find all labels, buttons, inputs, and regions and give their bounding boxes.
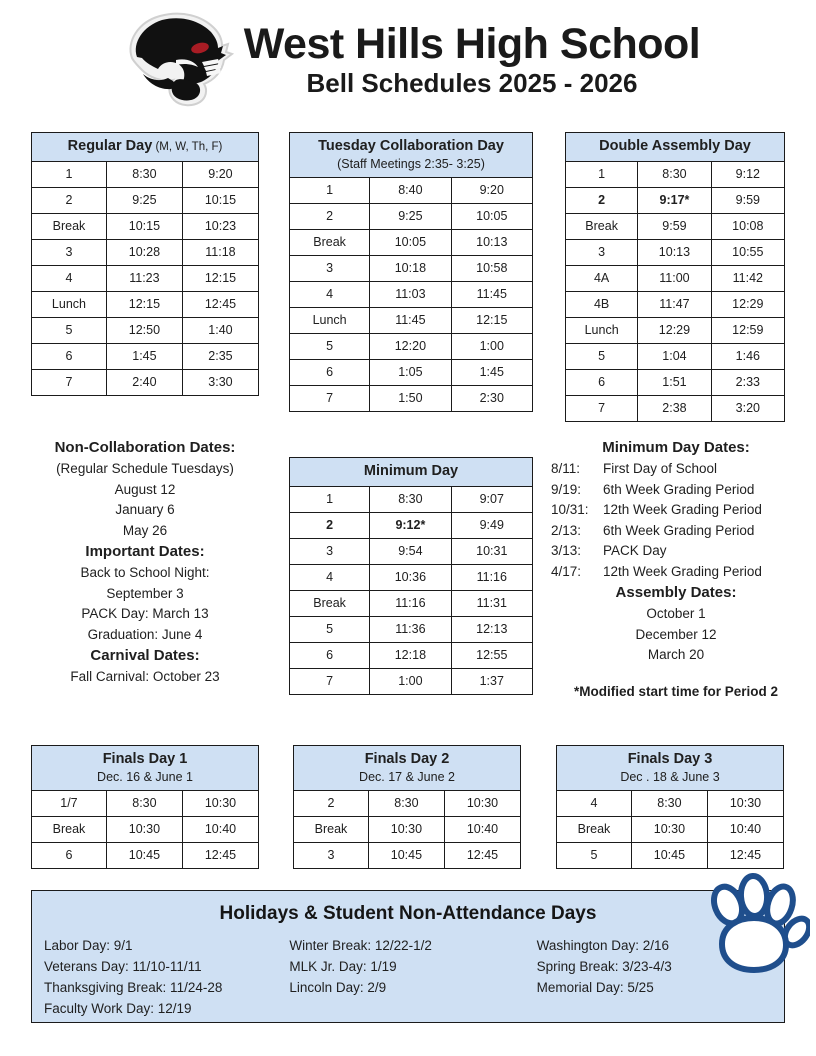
start-time-cell: 2:38 [638,395,711,421]
paw-print-icon [700,872,810,980]
table-header-finals-day-3 [557,746,784,791]
table-title: Tuesday Collaboration Day [318,138,504,154]
end-time-cell: 9:49 [451,512,532,538]
carnival-dates-heading: Carnival Dates: [90,647,200,664]
holiday-item: Faculty Work Day: 12/19 [44,1001,192,1016]
table-header-minimum-day [290,458,533,487]
table-finals-day-3 [556,745,784,869]
holidays-column-2 [279,935,524,1019]
end-time-cell: 10:08 [711,213,784,239]
holidays-columns [32,935,784,1019]
assembly-dates-heading: Assembly Dates: [615,584,737,601]
start-time-cell: 10:28 [106,239,182,265]
table-row [566,161,785,187]
period-label-cell: 1 [290,177,370,203]
period-label-cell: 3 [32,239,107,265]
end-time-cell: 10:15 [182,187,258,213]
school-name: West Hills High School [243,20,701,69]
important-dates-list [26,563,264,645]
start-time-cell: 12:29 [638,317,711,343]
period-label-cell: 4B [566,291,638,317]
period-label-cell: 6 [566,369,638,395]
end-time-cell: 10:40 [444,816,520,842]
minimum-day-date-row [551,521,801,542]
end-time-cell: 10:30 [707,790,783,816]
start-time-cell: 1:04 [638,343,711,369]
start-time-cell: 11:23 [106,265,182,291]
table-title: Finals Day 3 [627,751,713,767]
table-row [557,790,784,816]
period-label-cell: Break [290,229,370,255]
non-collaboration-heading: Non-Collaboration Dates: [54,439,236,456]
table-row [32,790,259,816]
minimum-day-date-row [551,562,801,583]
start-time-cell: 1:05 [370,359,451,385]
table-row [290,616,533,642]
minimum-day-date: 3/13: [551,543,582,558]
table-regular-day [31,132,259,396]
table-body [32,790,259,868]
start-time-cell: 11:03 [370,281,451,307]
end-time-cell: 12:55 [451,642,532,668]
end-time-cell: 10:55 [711,239,784,265]
period-label-cell: 1/7 [32,790,107,816]
assembly-dates-list [551,604,801,666]
period-label-cell: 3 [290,255,370,281]
table-subtitle: Dec. 16 & June 1 [97,769,193,784]
minimum-day-date-row [551,480,801,501]
end-time-cell: 10:30 [444,790,520,816]
table-row [290,229,533,255]
table-title: Finals Day 2 [364,751,450,767]
table-finals-day-2 [293,745,521,869]
end-time-cell: 9:20 [182,161,258,187]
non-collaboration-dates-list [26,480,264,542]
period-label-cell: 5 [32,317,107,343]
start-time-cell: 1:51 [638,369,711,395]
start-time-cell: 10:30 [631,816,707,842]
minimum-day-date-row [551,459,801,480]
end-time-cell: 12:29 [711,291,784,317]
start-time-cell: 10:18 [370,255,451,281]
minimum-day-date: 9/19: [551,481,582,497]
holiday-item: Veterans Day: 11/10-11/11 [44,959,202,974]
table-row [290,281,533,307]
period-label-cell: 4 [557,790,632,816]
holidays-box [31,890,785,1023]
table-body [294,790,521,868]
holiday-item: Lincoln Day: 2/9 [289,980,387,995]
start-time-cell: 9:59 [638,213,711,239]
start-time-cell: 9:25 [106,187,182,213]
end-time-cell: 1:40 [182,317,258,343]
start-time-cell: 9:54 [370,538,451,564]
table-row [32,291,259,317]
start-time-cell: 9:17* [638,187,711,213]
end-time-cell: 1:46 [711,343,784,369]
page-subtitle: Bell Schedules 2025 - 2026 [306,67,638,98]
table-row [290,203,533,229]
table-row [566,291,785,317]
table-row [32,317,259,343]
period-label-cell: 1 [290,486,370,512]
end-time-cell: 12:13 [451,616,532,642]
end-time-cell: 10:40 [707,816,783,842]
start-time-cell: 10:30 [106,816,182,842]
start-time-cell: 8:30 [370,486,451,512]
end-time-cell: 2:35 [182,343,258,369]
period-label-cell: 3 [290,538,370,564]
wolfpack-head-icon [116,6,240,112]
end-time-cell: 2:33 [711,369,784,395]
end-time-cell: 9:07 [451,486,532,512]
table-row [32,816,259,842]
table-row [290,385,533,411]
start-time-cell: 12:50 [106,317,182,343]
important-date-line: Back to School Night: [80,565,210,580]
start-time-cell: 11:45 [370,307,451,333]
period-label-cell: Break [32,213,107,239]
holidays-title: Holidays & Student Non-Attendance Days [219,903,597,924]
period-label-cell: 2 [566,187,638,213]
start-time-cell: 2:40 [106,369,182,395]
assembly-date: March 20 [647,647,705,662]
end-time-cell: 3:30 [182,369,258,395]
table-body [32,161,259,395]
period-label-cell: 3 [294,842,369,868]
carnival-dates-list [26,667,264,688]
table-title: Finals Day 1 [102,751,188,767]
table-row [32,842,259,868]
period-label-cell: 2 [32,187,107,213]
start-time-cell: 8:30 [631,790,707,816]
start-time-cell: 10:45 [368,842,444,868]
start-time-cell: 12:20 [370,333,451,359]
carnival-date-line: Fall Carnival: October 23 [70,669,220,684]
title-block [243,20,701,99]
start-time-cell: 10:36 [370,564,451,590]
end-time-cell: 11:18 [182,239,258,265]
end-time-cell: 11:45 [451,281,532,307]
start-time-cell: 11:16 [370,590,451,616]
table-body [290,486,533,694]
table-row [32,213,259,239]
minimum-day-date-description: PACK Day [603,543,667,558]
minimum-day-date: 8/11: [551,461,581,476]
period-label-cell: 4 [290,281,370,307]
table-subtitle: (M, W, Th, F) [152,141,223,153]
period-label-cell: Break [294,816,369,842]
end-time-cell: 2:30 [451,385,532,411]
page-header [0,0,816,118]
period-label-cell: 6 [32,343,107,369]
table-minimum-day [289,457,533,695]
start-time-cell: 9:12* [370,512,451,538]
period-label-cell: Lunch [290,307,370,333]
table-row [566,395,785,421]
start-time-cell: 10:45 [106,842,182,868]
left-notes-block [26,437,264,688]
right-notes-block [551,437,801,702]
table-row [290,668,533,694]
end-time-cell: 10:40 [182,816,258,842]
start-time-cell: 1:45 [106,343,182,369]
table-row [290,564,533,590]
table-title: Regular Day [67,138,153,154]
period-label-cell: 2 [294,790,369,816]
period-label-cell: Break [32,816,107,842]
table-row [290,512,533,538]
start-time-cell: 10:30 [368,816,444,842]
table-row [290,177,533,203]
table-row [32,369,259,395]
table-row [566,343,785,369]
table-row [294,842,521,868]
period-label-cell: 6 [290,642,370,668]
period-label-cell: 1 [566,161,638,187]
table-row [32,265,259,291]
table-row [566,239,785,265]
end-time-cell: 11:16 [451,564,532,590]
start-time-cell: 10:05 [370,229,451,255]
end-time-cell: 12:59 [711,317,784,343]
minimum-day-dates-list [551,459,801,582]
start-time-cell: 8:30 [106,790,182,816]
start-time-cell: 8:30 [106,161,182,187]
start-time-cell: 8:30 [638,161,711,187]
table-row [566,317,785,343]
holiday-item: MLK Jr. Day: 1/19 [289,959,397,974]
end-time-cell: 1:45 [451,359,532,385]
table-row [566,369,785,395]
end-time-cell: 12:45 [707,842,783,868]
table-header-double-assembly-day [566,133,785,162]
period-label-cell: 4 [32,265,107,291]
holidays-column-1 [44,935,279,1019]
table-header-finals-day-1 [32,746,259,791]
table-finals-day-1 [31,745,259,869]
table-row [566,213,785,239]
end-time-cell: 9:20 [451,177,532,203]
end-time-cell: 12:45 [182,842,258,868]
important-date-line: September 3 [106,585,184,601]
non-collaboration-date: May 26 [122,522,168,538]
period-label-cell: 7 [290,385,370,411]
table-row [290,307,533,333]
table-row [32,239,259,265]
assembly-date: October 1 [646,606,706,621]
holiday-item: Winter Break: 12/22-1/2 [289,938,432,953]
period-label-cell: 3 [566,239,638,265]
end-time-cell: 10:13 [451,229,532,255]
period-label-cell: Break [566,213,638,239]
end-time-cell: 12:15 [182,265,258,291]
end-time-cell: 11:31 [451,590,532,616]
start-time-cell: 11:47 [638,291,711,317]
end-time-cell: 12:45 [182,291,258,317]
important-date-line: PACK Day: March 13 [81,606,209,621]
table-row [557,816,784,842]
table-row [290,590,533,616]
end-time-cell: 1:00 [451,333,532,359]
table-body [566,161,785,421]
table-row [294,816,521,842]
period-label-cell: 5 [290,616,370,642]
table-row [294,790,521,816]
start-time-cell: 11:00 [638,265,711,291]
table-row [290,359,533,385]
table-row [566,265,785,291]
end-time-cell: 10:31 [451,538,532,564]
holiday-item: Thanksgiving Break: 11/24-28 [44,980,223,995]
minimum-day-date-row [551,500,801,521]
period-label-cell: Lunch [32,291,107,317]
table-subtitle: Dec . 18 & June 3 [620,769,720,784]
table-title: Minimum Day [363,463,459,479]
non-collaboration-date: August 12 [114,481,176,497]
end-time-cell: 9:59 [711,187,784,213]
period-label-cell: 7 [290,668,370,694]
period-label-cell: 5 [566,343,638,369]
end-time-cell: 10:30 [182,790,258,816]
minimum-day-dates-heading: Minimum Day Dates: [602,439,750,456]
end-time-cell: 12:15 [451,307,532,333]
end-time-cell: 9:12 [711,161,784,187]
end-time-cell: 1:37 [451,668,532,694]
end-time-cell: 3:20 [711,395,784,421]
table-subtitle: Dec. 17 & June 2 [359,769,455,784]
table-double-assembly-day [565,132,785,422]
table-row [557,842,784,868]
period-label-cell: Break [557,816,632,842]
important-date-line: Graduation: June 4 [87,626,203,642]
minimum-day-date-description: 6th Week Grading Period [603,522,755,538]
end-time-cell: 12:45 [444,842,520,868]
start-time-cell: 1:50 [370,385,451,411]
period-label-cell: 7 [566,395,638,421]
start-time-cell: 12:18 [370,642,451,668]
table-row [32,187,259,213]
period-label-cell: Lunch [566,317,638,343]
start-time-cell: 10:15 [106,213,182,239]
holiday-item: Washington Day: 2/16 [536,938,669,953]
non-collaboration-date: January 6 [115,502,175,517]
table-header-finals-day-2 [294,746,521,791]
end-time-cell: 10:58 [451,255,532,281]
start-time-cell: 11:36 [370,616,451,642]
minimum-day-date: 10/31: [551,502,589,517]
end-time-cell: 10:05 [451,203,532,229]
table-row [290,333,533,359]
start-time-cell: 10:45 [631,842,707,868]
period-label-cell: 4 [290,564,370,590]
minimum-day-date-description: 6th Week Grading Period [603,481,755,497]
start-time-cell: 9:25 [370,203,451,229]
table-row [32,343,259,369]
table-subtitle: (Staff Meetings 2:35- 3:25) [337,156,485,171]
minimum-day-date-row [551,541,801,562]
table-row [290,255,533,281]
minimum-day-date-description: 12th Week Grading Period [603,502,762,517]
start-time-cell: 8:40 [370,177,451,203]
modified-start-footnote: *Modified start time for Period 2 [573,683,779,699]
minimum-day-date: 2/13: [551,522,582,538]
table-header-tuesday-collaboration-day [290,133,533,178]
table-row [290,642,533,668]
table-row [566,187,785,213]
start-time-cell: 8:30 [368,790,444,816]
period-label-cell: 4A [566,265,638,291]
start-time-cell: 10:13 [638,239,711,265]
table-body [290,177,533,411]
period-label-cell: 6 [32,842,107,868]
holiday-item: Spring Break: 3/23-4/3 [536,959,672,974]
important-dates-heading: Important Dates: [85,543,205,560]
period-label-cell: 7 [32,369,107,395]
period-label-cell: 2 [290,512,370,538]
table-row [32,161,259,187]
table-title: Double Assembly Day [599,138,751,154]
period-label-cell: 2 [290,203,370,229]
minimum-day-date: 4/17: [551,563,582,579]
table-row [290,538,533,564]
period-label-cell: 1 [32,161,107,187]
start-time-cell: 12:15 [106,291,182,317]
minimum-day-date-description: First Day of School [603,461,718,476]
table-tuesday-collaboration-day [289,132,533,412]
holiday-item: Labor Day: 9/1 [44,938,133,953]
non-collaboration-subtitle: (Regular Schedule Tuesdays) [56,461,234,476]
table-row [290,486,533,512]
period-label-cell: 5 [557,842,632,868]
holiday-item: Memorial Day: 5/25 [536,980,654,995]
table-body [557,790,784,868]
period-label-cell: Break [290,590,370,616]
end-time-cell: 11:42 [711,265,784,291]
minimum-day-date-description: 12th Week Grading Period [603,563,762,579]
start-time-cell: 1:00 [370,668,451,694]
end-time-cell: 10:23 [182,213,258,239]
assembly-date: December 12 [635,626,717,642]
period-label-cell: 6 [290,359,370,385]
table-header-regular-day [32,133,259,162]
period-label-cell: 5 [290,333,370,359]
